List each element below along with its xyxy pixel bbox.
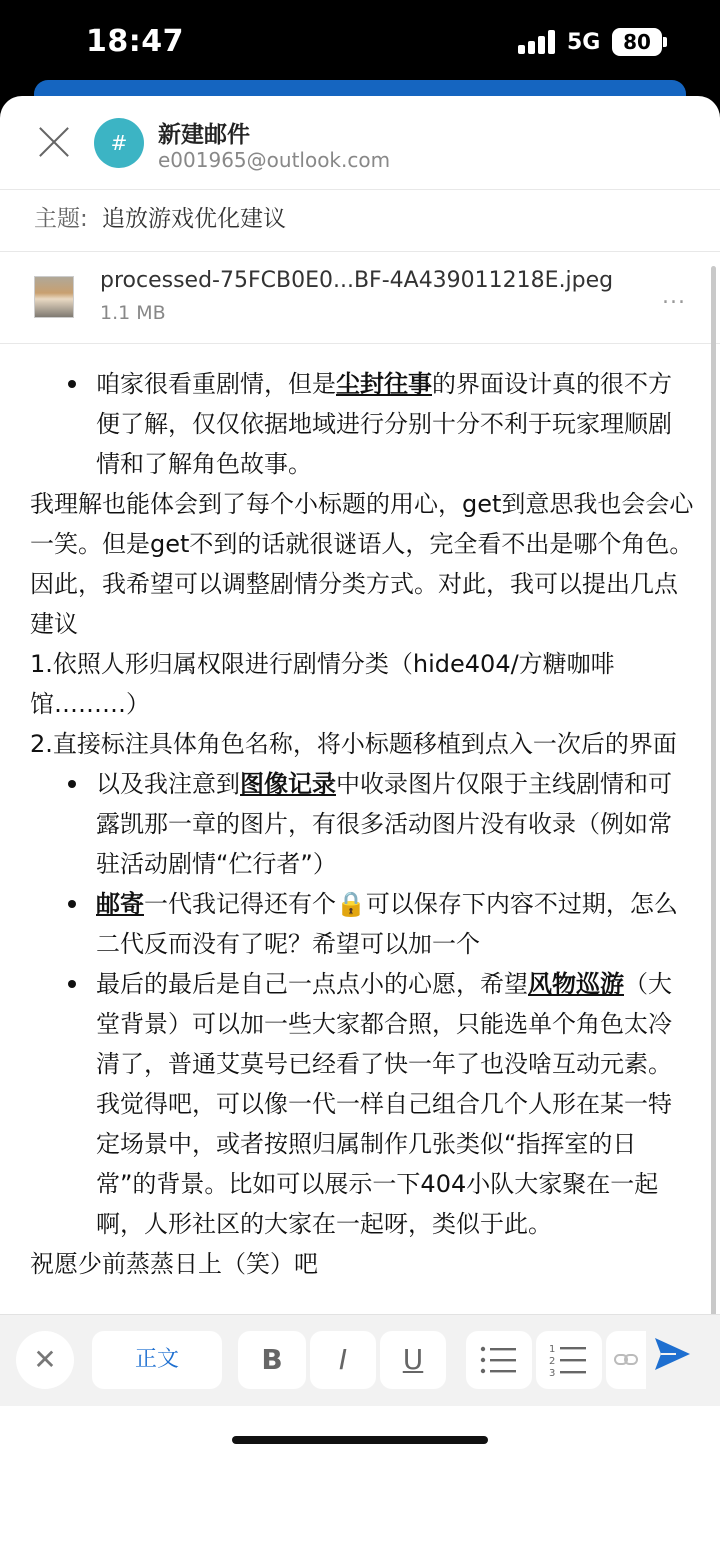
text-link[interactable]: 邮寄	[96, 890, 144, 918]
battery-level: 80	[623, 30, 651, 54]
lock-icon: 🔒	[336, 890, 366, 918]
paragraph: 因此，我希望可以调整剧情分类方式。对此，我可以提出几点建议	[30, 570, 678, 638]
svg-text:3: 3	[549, 1368, 556, 1378]
list-item: 邮寄一代我记得还有个🔒可以保存下内容不过期，怎么二代反而没有了呢？希望可以加一个	[96, 884, 680, 964]
attachment-row[interactable]	[0, 252, 720, 344]
battery-tip	[663, 37, 667, 47]
italic-icon[interactable]: I	[310, 1331, 376, 1389]
svg-text:2: 2	[549, 1356, 556, 1367]
format-toolbar	[0, 1314, 720, 1406]
paragraph: 2.直接标注具体角色名称，将小标题移植到点入一次后的界面	[30, 730, 677, 758]
avatar[interactable]: #	[94, 118, 144, 168]
home-indicator[interactable]	[232, 1436, 488, 1444]
text-link[interactable]: 图像记录	[240, 770, 336, 798]
bullet-list-icon[interactable]	[466, 1331, 532, 1389]
list-item: 最后的最后是自己一点点小的心愿，希望风物巡游（大堂背景）可以加一些大家都合照，只能选单个角色太冷清了，普通艾莫号已经看了快一年了也没啥互动元素。我觉得吧，可以像一代一样自己组合几个人形在某一特定场景中，或者按照归属制作几张类似“指挥室的日常”的背景。比如可以展示一下404小队大家聚在一起啊，人形社区的大家在一起呀，类似于此。	[96, 964, 680, 1244]
subject-label: 主题:	[34, 206, 88, 232]
compose-header	[0, 96, 720, 190]
list-item: 以及我注意到图像记录中收录图片仅限于主线剧情和可露凯那一章的图片，有很多活动图片没有收录（例如常驻活动剧情“伫行者”）	[96, 764, 680, 884]
more-options-icon[interactable]: ...	[662, 284, 686, 309]
numbered-list-icon[interactable]	[536, 1331, 602, 1389]
bullet-list-1	[96, 364, 680, 484]
underline-icon[interactable]: U	[380, 1331, 446, 1389]
bold-icon[interactable]: B	[238, 1331, 306, 1389]
close-toolbar-icon[interactable]: ✕	[16, 1331, 74, 1389]
status-time: 18:47	[86, 24, 184, 59]
subject-input[interactable]: 追放游戏优化建议	[102, 206, 286, 232]
bullet-list-2	[96, 764, 680, 1244]
compose-title: 新建邮件	[158, 122, 250, 148]
attachment-name: processed-75FCB0E0...BF-4A439011218E.jpeg	[100, 268, 614, 293]
attachment-size: 1.1 MB	[100, 302, 166, 324]
paragraph: 我理解也能体会到了每个小标题的用心，get到意思我也会会心一笑。但是get不到的话就很谜语人，完全看不出是哪个角色。	[30, 490, 694, 558]
status-bar	[0, 0, 720, 90]
paragraph: 祝愿少前蒸蒸日上（笑）吧	[30, 1250, 318, 1278]
signal-icon	[518, 30, 558, 54]
message-body[interactable]	[0, 352, 712, 1410]
scrollbar[interactable]	[711, 266, 716, 1386]
link-icon[interactable]	[606, 1331, 646, 1389]
text-link[interactable]: 风物巡游	[528, 970, 624, 998]
paragraph: 1.依照人形归属权限进行剧情分类（hide404/方糖咖啡馆………）	[30, 650, 615, 718]
list-item: 咱家很看重剧情，但是尘封往事的界面设计真的很不方便了解，仅仅依据地域进行分别十分不利于玩家理顺剧情和了解角色故事。	[96, 364, 680, 484]
text-style-button[interactable]: 正文	[92, 1331, 222, 1389]
close-icon[interactable]	[36, 124, 72, 160]
attachment-thumbnail[interactable]	[34, 276, 74, 318]
svg-text:1: 1	[549, 1344, 556, 1355]
send-icon[interactable]	[652, 1334, 692, 1374]
text-link[interactable]: 尘封往事	[336, 370, 432, 398]
battery-icon	[612, 28, 662, 56]
sender-address[interactable]: e001965@outlook.com	[158, 148, 391, 172]
network-type: 5G	[567, 30, 601, 55]
